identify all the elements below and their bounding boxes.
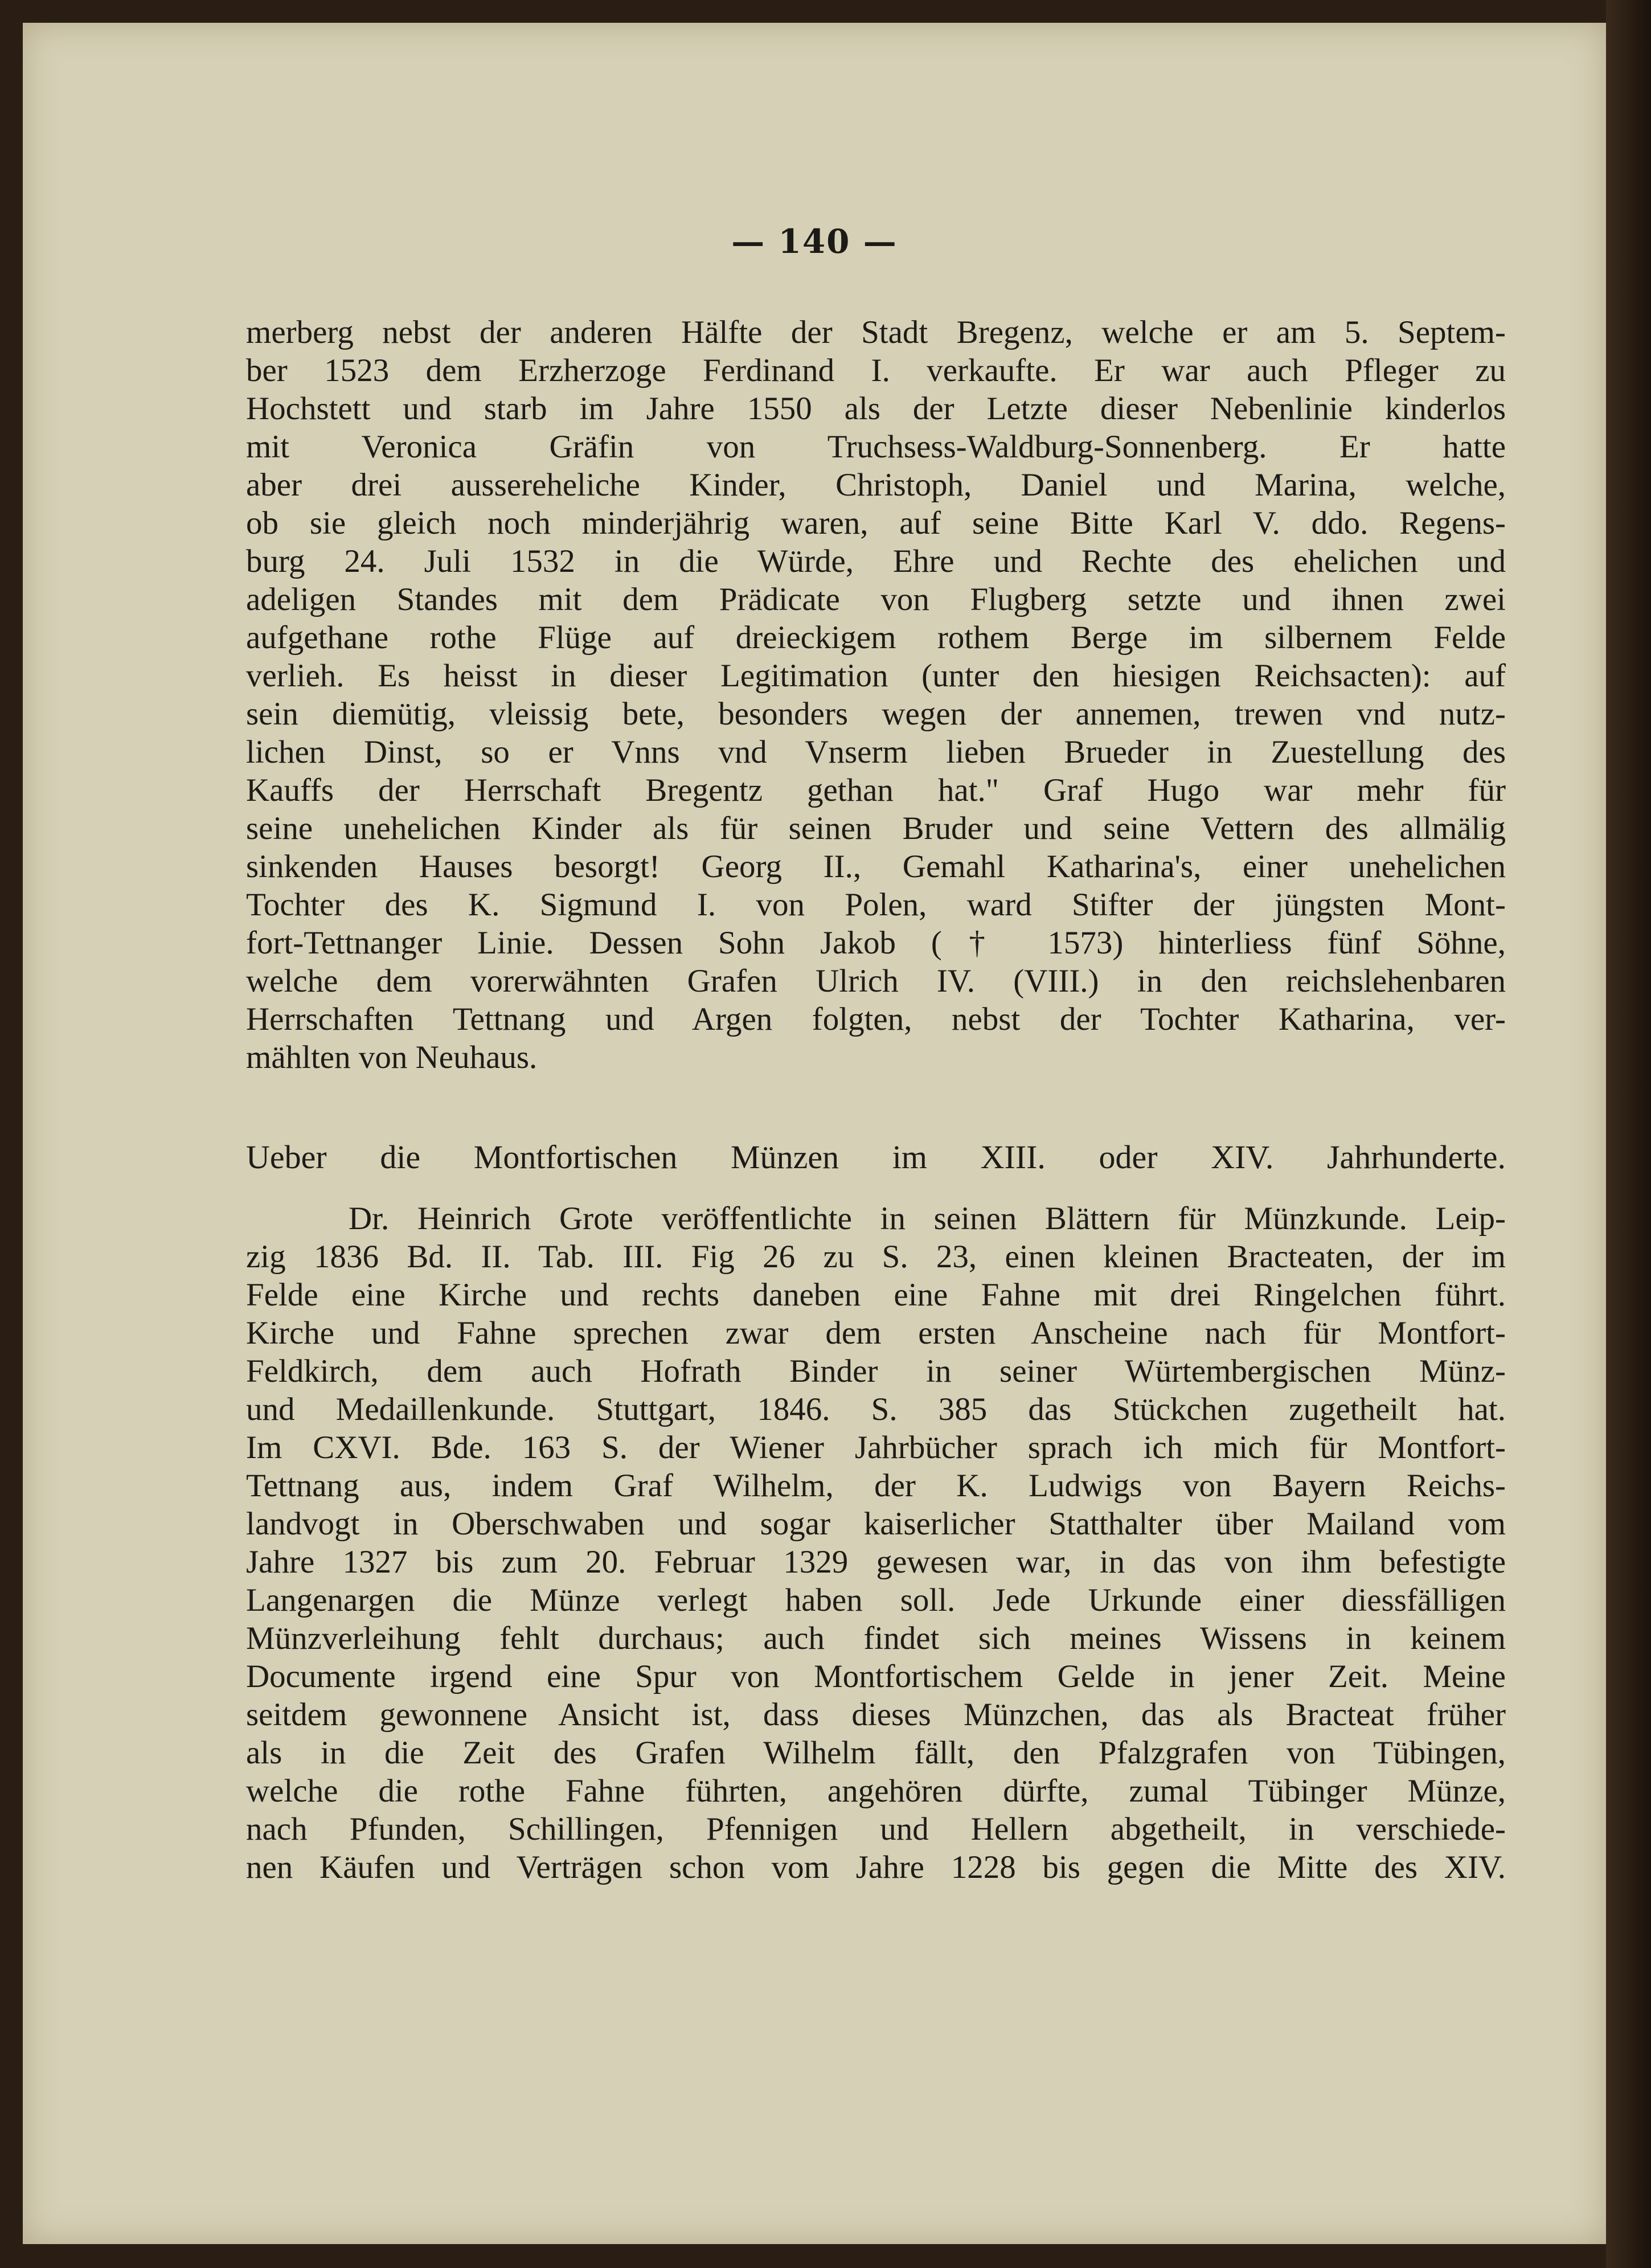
text-line: merberg nebst der anderen Hälfte der Stadt Bregenz, welche er am 5. Septem- — [246, 314, 1506, 350]
section-heading: Ueber die Montfortischen Münzen im XIII. oder XIV. Jahrhunderte. — [246, 1139, 1506, 1176]
text-line: lichen Dinst, so er Vnns vnd Vnserm lieben Brueder in Zuestellung des — [246, 734, 1506, 770]
text-line: aufgethane rothe Flüge auf dreieckigem rothem Berge im silbernem Felde — [246, 620, 1506, 656]
text-line: Jahre 1327 bis zum 20. Februar 1329 gewesen war, in das von ihm befestigte — [246, 1544, 1506, 1580]
text-line: Im CXVI. Bde. 163 S. der Wiener Jahrbücher sprach ich mich für Montfort- — [246, 1430, 1506, 1465]
text-line: seine unehelichen Kinder als für seinen Bruder und seine Vettern des allmälig — [246, 810, 1506, 846]
text-line: mit Veronica Gräfin von Truchsess-Waldburg-Sonnenberg. Er hatte — [246, 429, 1506, 465]
text-line: Felde eine Kirche und rechts daneben eine Fahne mit drei Ringelchen führt. — [246, 1277, 1506, 1313]
text-line: Langenargen die Münze verlegt haben soll. Jede Urkunde einer diessfälligen — [246, 1582, 1506, 1618]
text-line: aber drei aussereheliche Kinder, Christoph, Daniel und Marina, welche, — [246, 467, 1506, 503]
text-line: und Medaillenkunde. Stuttgart, 1846. S. 385 das Stückchen zugetheilt hat. — [246, 1391, 1506, 1427]
text-line: Hochstett und starb im Jahre 1550 als der Letzte dieser Nebenlinie kinderlos — [246, 391, 1506, 427]
paragraph-1 — [246, 313, 1506, 1076]
text-line: Münzverleihung fehlt durchaus; auch findet sich meines Wissens in keinem — [246, 1620, 1506, 1656]
text-line: Tochter des K. Sigmund I. von Polen, ward Stifter der jüngsten Mont- — [246, 887, 1506, 923]
text-line: verlieh. Es heisst in dieser Legitimation (unter den hiesigen Reichsacten): auf — [246, 658, 1506, 694]
text-line: sinkenden Hauses besorgt! Georg II., Gemahl Katharina's, einer unehelichen — [246, 849, 1506, 885]
text-line: ob sie gleich noch minderjährig waren, auf seine Bitte Karl V. ddo. Regens- — [246, 505, 1506, 541]
text-line: burg 24. Juli 1532 in die Würde, Ehre und Rechte des ehelichen und — [246, 543, 1506, 579]
book-binding-edge — [1606, 0, 1651, 2268]
text-line: welche dem vorerwähnten Grafen Ulrich IV. (VIII.) in den reichslehenbaren — [246, 963, 1506, 999]
text-line: mählten von Neuhaus. — [246, 1039, 538, 1075]
text-line: nen Käufen und Verträgen schon vom Jahre 1228 bis gegen die Mitte des XIV. — [246, 1849, 1506, 1885]
text-line: sein diemütig, vleissig bete, besonders wegen der annemen, trewen vnd nutz- — [246, 696, 1506, 732]
text-line: landvogt in Oberschwaben und sogar kaiserlicher Statthalter über Mailand vom — [246, 1506, 1506, 1542]
scanned-page — [23, 23, 1606, 2244]
text-line: welche die rothe Fahne führten, angehören dürfte, zumal Tübinger Münze, — [246, 1773, 1506, 1809]
text-line: Herrschaften Tettnang und Argen folgten, nebst der Tochter Katharina, ver- — [246, 1001, 1506, 1037]
text-line: Kauffs der Herrschaft Bregentz gethan hat." Graf Hugo war mehr für — [246, 772, 1506, 808]
text-line: Dr. Heinrich Grote veröffentlichte in seinen Blättern für Münzkunde. Leip- — [349, 1201, 1506, 1237]
text-line: zig 1836 Bd. II. Tab. III. Fig 26 zu S. 23, einen kleinen Bracteaten, der im — [246, 1239, 1506, 1275]
page-number: — 140 — — [731, 222, 898, 261]
text-line: Documente irgend eine Spur von Montfortischem Gelde in jener Zeit. Meine — [246, 1659, 1506, 1694]
text-line: adeligen Standes mit dem Prädicate von Flugberg setzte und ihnen zwei — [246, 582, 1506, 617]
text-line: fort-Tettnanger Linie. Dessen Sohn Jakob († 1573) hinterliess fünf Söhne, — [246, 925, 1506, 961]
text-line: Tettnang aus, indem Graf Wilhelm, der K. Ludwigs von Bayern Reichs- — [246, 1468, 1506, 1504]
text-line: nach Pfunden, Schillingen, Pfennigen und Hellern abgetheilt, in verschiede- — [246, 1811, 1506, 1847]
paragraph-2 — [246, 1199, 1506, 1886]
text-line: ber 1523 dem Erzherzoge Ferdinand I. verkaufte. Er war auch Pfleger zu — [246, 353, 1506, 388]
text-line: als in die Zeit des Grafen Wilhelm fällt, den Pfalzgrafen von Tübingen, — [246, 1735, 1506, 1771]
text-line: Kirche und Fahne sprechen zwar dem ersten Anscheine nach für Montfort- — [246, 1315, 1506, 1351]
text-line: seitdem gewonnene Ansicht ist, dass dieses Münzchen, das als Bracteat früher — [246, 1697, 1506, 1733]
text-line: Feldkirch, dem auch Hofrath Binder in seiner Würtembergischen Münz- — [246, 1353, 1506, 1389]
